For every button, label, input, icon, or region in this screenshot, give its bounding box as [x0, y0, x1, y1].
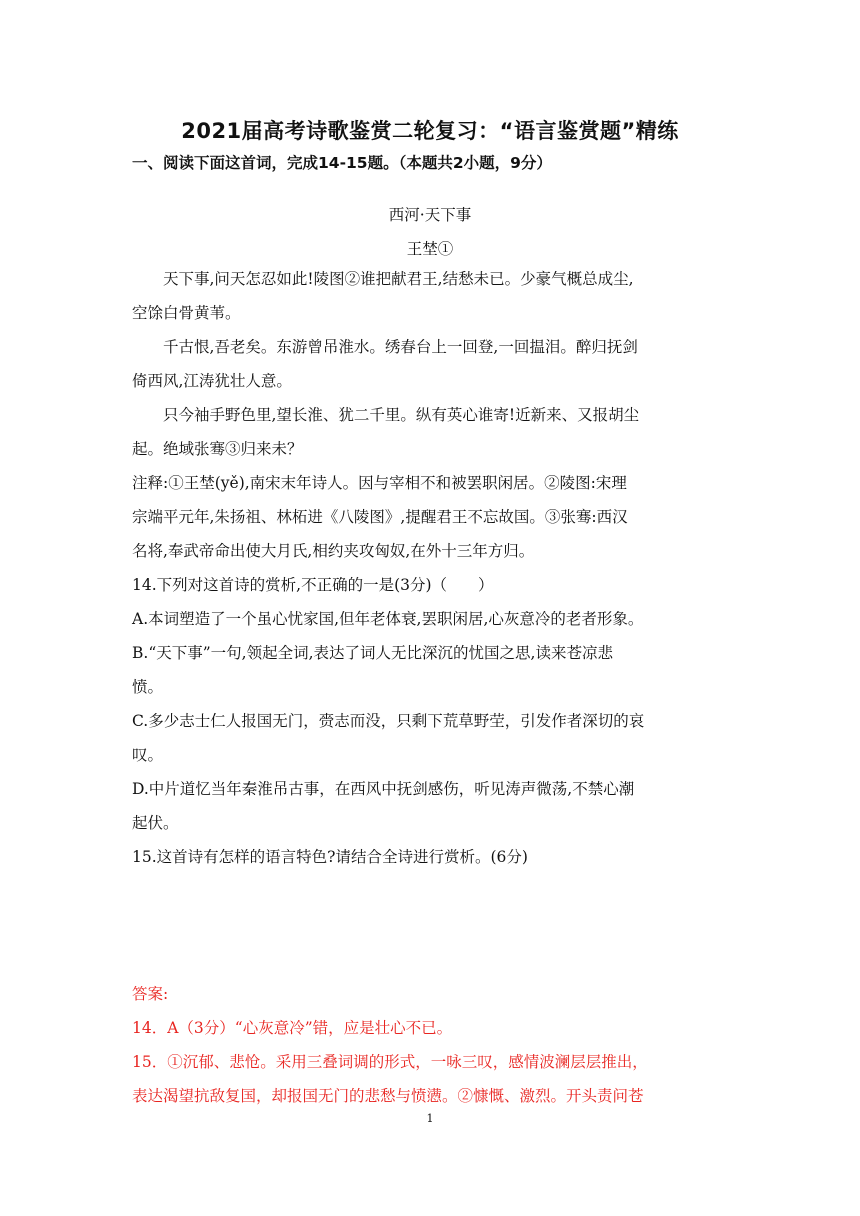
answer-line: 14．A（3分）“心灰意冷”错，应是壮心不已。 — [132, 1019, 453, 1037]
answer-line: 表达渴望抗敌复国，却报国无门的悲愁与愤懑。②慷慨、激烈。开头责问苍 — [132, 1087, 644, 1105]
answer-line: 15．①沉郁、悲怆。采用三叠词调的形式，一咏三叹，感情波澜层层推出， — [132, 1053, 648, 1071]
poem-stanza — [132, 398, 708, 466]
option-b-cont: 愤。 — [132, 678, 164, 696]
option-c-cont: 叹。 — [132, 746, 164, 764]
question-15-stem: 15.这首诗有怎样的语言特色?请结合全诗进行赏析。(6分) — [132, 848, 528, 866]
poem-line: 空馀白骨黄苇。 — [132, 304, 241, 322]
option-d-cont: 起伏。 — [132, 814, 179, 832]
option-d: D.中片道忆当年秦淮吊古事，在西风中抚剑感伤，听见涛声微荡,不禁心潮 — [132, 780, 635, 798]
note-line: 注释:①王埜(yě),南宋末年诗人。因与宰相不和被罢职闲居。②陵图:宋理 — [132, 474, 627, 492]
poem-stanza — [132, 262, 708, 330]
poem-author: 王埜① — [406, 240, 454, 258]
question-stem: 14.下列对这首诗的赏析,不正确的一是(3分)（ ） — [132, 576, 494, 594]
note-line: 宗端平元年,朱扬祖、林柘进《八陵图》,提醒君王不忘故国。③张骞:西汉 — [132, 508, 628, 526]
poem-line: 千古恨,吾老矣。东游曾吊淮水。绣春台上一回登,一回揾泪。醉归抚剑 — [163, 338, 638, 356]
poem-line: 倚西风,江涛犹壮人意。 — [132, 372, 292, 390]
notes — [132, 466, 708, 568]
poem-line: 起。绝域张骞③归来未？ — [132, 440, 303, 458]
option-c: C.多少志士仁人报国无门，赍志而没，只剩下荒草野茔，引发作者深切的哀 — [132, 712, 645, 730]
answer-heading: 答案: — [132, 985, 169, 1003]
poem-line: 只今袖手野色里,望长淮、犹二千里。纵有英心谁寄!近新来、又报胡尘 — [163, 406, 640, 424]
option-a: A.本词塑造了一个虽心忧家国,但年老体衰,罢职闲居,心灰意冷的老者形象。 — [132, 610, 644, 628]
poem-title: 西河·天下事 — [388, 206, 472, 224]
poem-stanza — [132, 330, 708, 398]
document-title: 2021届高考诗歌鉴赏二轮复习：“语言鉴赏题”精练 — [181, 119, 679, 143]
section-heading: 一、阅读下面这首词，完成14-15题。（本题共2小题，9分） — [132, 154, 552, 172]
option-b: B.“天下事”一句,领起全词,表达了词人无比深沉的忧国之思,读来苍凉悲 — [132, 644, 613, 662]
page-number: 1 — [426, 1112, 434, 1125]
poem-line: 天下事,问天怎忍如此!陵图②谁把献君王,结愁未已。少豪气概总成尘, — [163, 270, 634, 288]
answer-section — [132, 977, 708, 1113]
note-line: 名将,奉武帝命出使大月氏,相约夹攻匈奴,在外十三年方归。 — [132, 542, 535, 560]
question-14 — [132, 568, 708, 874]
